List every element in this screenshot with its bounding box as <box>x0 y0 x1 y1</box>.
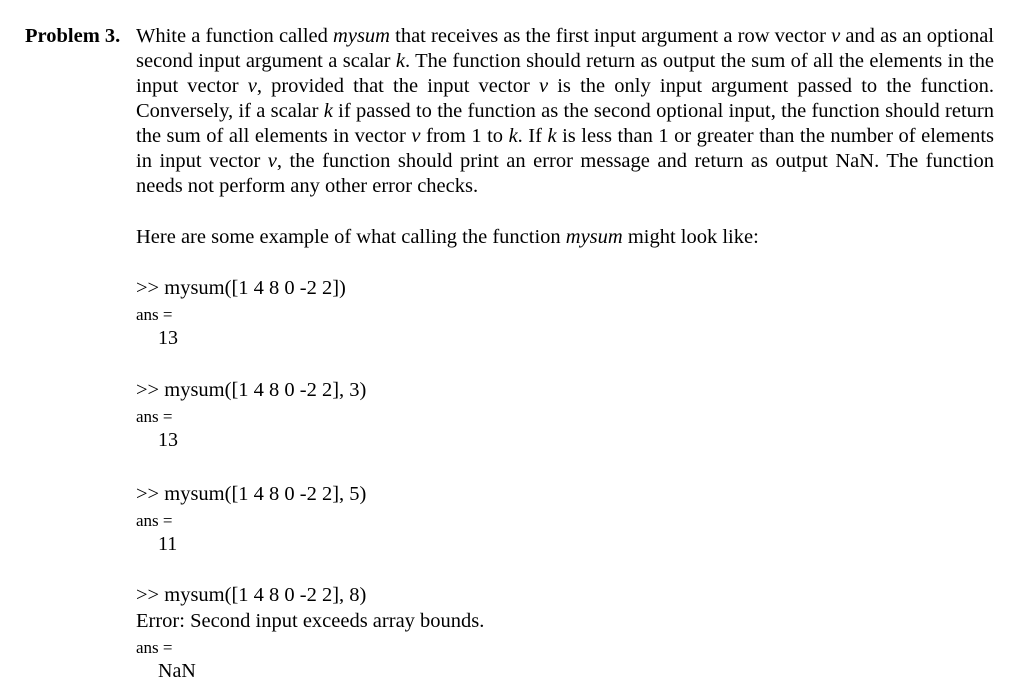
variable-v: v <box>538 75 549 97</box>
example-4 <box>136 583 484 683</box>
problem-text: and as an optional second input argument a scalar <box>136 25 994 72</box>
problem-text: if passed to the function as the second optional input, the function should return the sum of all elements in vector <box>136 100 994 147</box>
ans-label: ans = <box>136 305 173 324</box>
variable-v: v <box>411 125 421 147</box>
problem-text: from 1 to <box>420 125 509 147</box>
intro-text: might look like: <box>622 226 759 248</box>
variable-k: k <box>323 100 333 122</box>
ans-value: NaN <box>158 660 196 682</box>
example-2 <box>136 378 366 452</box>
ans-label: ans = <box>136 511 173 530</box>
ans-value: 13 <box>158 327 178 349</box>
problem-text: , the function should print an error message and return as output NaN. The function needs not perform any other error checks. <box>136 150 994 197</box>
problem-text: is less than 1 or greater than the number of elements in input vector <box>136 125 995 172</box>
ans-value: 13 <box>158 429 178 451</box>
variable-v: v <box>831 25 841 47</box>
command-line: >> mysum([1 4 8 0 -2 2], 3) <box>136 379 367 401</box>
ans-label: ans = <box>136 638 173 657</box>
intro-text: Here are some example of what calling the function <box>136 226 566 248</box>
command-line: >> mysum([1 4 8 0 -2 2], 8) <box>136 584 367 606</box>
command-line: >> mysum([1 4 8 0 -2 2]) <box>136 277 346 299</box>
problem-text: . The function should return as output the sum of all the elements in the input vector <box>136 50 994 97</box>
ans-value: 11 <box>158 533 178 555</box>
problem-text: , provided that the input vector <box>256 75 539 97</box>
variable-k: k <box>395 50 405 72</box>
problem-body <box>136 24 994 199</box>
error-message: Error: Second input exceeds array bounds. <box>136 610 485 632</box>
function-name: mysum <box>333 25 390 47</box>
ans-label: ans = <box>136 407 173 426</box>
example-3 <box>136 482 366 556</box>
problem-label: Problem 3. <box>25 25 121 47</box>
variable-k: k <box>508 125 518 147</box>
function-name: mysum <box>565 226 623 248</box>
problem-text: White a function called <box>136 25 334 47</box>
problem-text: is the only input argument passed to the function. Conversely, if a scalar <box>136 75 994 122</box>
variable-v: v <box>267 150 277 172</box>
problem-text: that receives as the first input argument a row vector <box>389 25 832 47</box>
problem-text: . If <box>517 125 548 147</box>
variable-k: k <box>547 125 557 147</box>
command-line: >> mysum([1 4 8 0 -2 2], 5) <box>136 483 367 505</box>
example-1 <box>136 276 346 350</box>
variable-v: v <box>247 75 257 97</box>
examples-intro <box>136 225 759 250</box>
